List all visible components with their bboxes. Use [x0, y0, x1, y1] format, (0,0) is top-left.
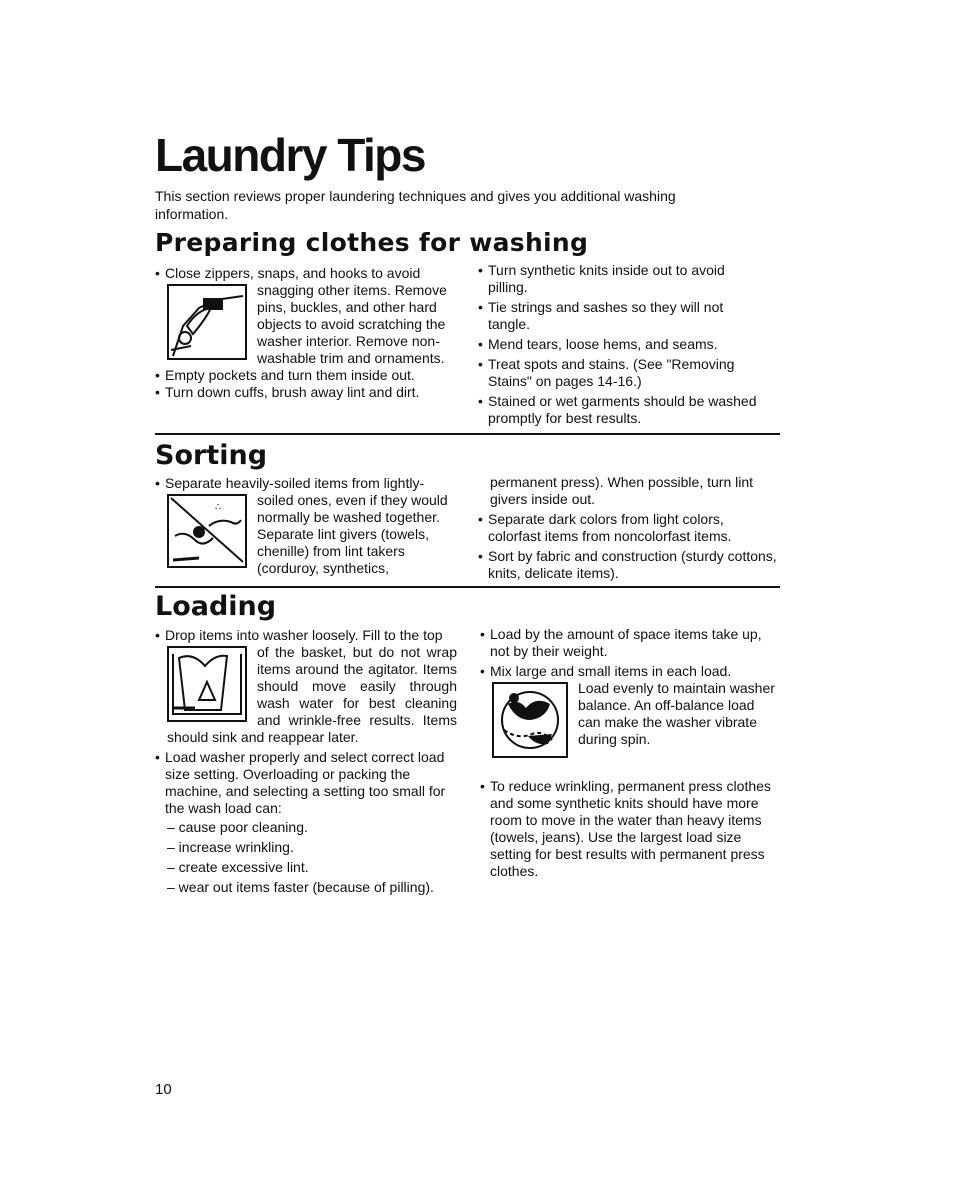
intro-text: This section reviews proper laundering techniques and gives you additional washing information. — [155, 188, 676, 222]
list-item: • Load washer properly and select correct load size setting. Overloading or packing the machine, and selecting a setting too small for the wash load can: — [155, 749, 446, 816]
list-item: • To reduce wrinkling, permanent press clothes and some synthetic knits should have more room to move in the water than heavy items (towels, jeans). Use the largest load size setting for best results with permanent press clothes. — [480, 778, 771, 879]
sorting-illustration — [167, 494, 247, 568]
list-item: • Treat spots and stains. (See "Removing Stains" on pages 14-16.) — [478, 356, 735, 389]
list-item: • Mend tears, loose hems, and seams. — [478, 336, 718, 352]
list-item: • Tie strings and sashes so they will not tangle. — [478, 299, 724, 332]
list-item: • Separate heavily-soiled items from lightly- — [155, 475, 425, 491]
svg-text:∴: ∴ — [215, 502, 222, 513]
list-item: – create excessive lint. — [167, 859, 309, 875]
list-item: • Stained or wet garments should be washed promptly for best results. — [478, 393, 757, 426]
section-divider — [155, 586, 780, 588]
page-number: 10 — [155, 1081, 172, 1098]
section-divider — [155, 433, 780, 435]
list-item: • Turn synthetic knits inside out to avoid pilling. — [478, 262, 725, 295]
loading-left-column: • Drop items into washer loosely. Fill to the top of the basket, but do not wrap items around the agitator. Items should move easily through wash water for best cleaning and wrinkle-free results. Items should sink and reappear later. • Load washer properly and select correct load size setting. Overloading or packing the machine, and selecting a setting too small for the wash load can: – cause poor cleaning. – increase wrinkling. – create excessive lint. – wear out items faster (because of pilling). — [155, 627, 457, 895]
list-item: – cause poor cleaning. — [167, 819, 308, 835]
list-item: • Empty pockets and turn them inside out. — [155, 367, 415, 383]
sorting-left-column: • Separate heavily-soiled items from lightly- ∴ soiled ones, even if they would normally be washed together. Separate lint givers (towels, chenille) from lint takers (corduroy, synthetics, — [155, 475, 450, 577]
list-item: • Turn down cuffs, brush away lint and dirt. — [155, 384, 420, 400]
load-balance-illustration — [492, 682, 568, 758]
list-item: • Separate dark colors from light colors, colorfast items from noncolorfast items. — [478, 511, 732, 544]
list-item: – wear out items faster (because of pilling). — [167, 879, 434, 895]
list-item: • Drop items into washer loosely. Fill to the top — [155, 627, 443, 643]
preparing-right-column — [478, 262, 768, 427]
list-item: • Load by the amount of space items take up, not by their weight. — [480, 626, 762, 659]
sorting-heading: Sorting — [155, 440, 268, 471]
loading-heading: Loading — [155, 591, 277, 622]
zipper-illustration — [167, 284, 247, 360]
list-item: – increase wrinkling. — [167, 839, 294, 855]
list-item: • Close zippers, snaps, and hooks to avoid — [155, 265, 421, 281]
list-item: • Sort by fabric and construction (sturdy cottons, knits, delicate items). — [478, 548, 777, 581]
preparing-heading: Preparing clothes for washing — [155, 228, 589, 257]
page-title: Laundry Tips — [155, 129, 425, 181]
preparing-left-column: • Close zippers, snaps, and hooks to avoid snagging other items. Remove pins, buckles, and other hard objects to avoid scratching the washer interior. Remove non-washable trim and ornaments. • Empty pockets and turn them inside out. • Turn down cuffs, brush away lint and dirt. — [155, 265, 447, 400]
sorting-right-column: permanent press). When possible, turn lint givers inside out. • Separate dark colors from light colors, colorfast items from noncolorfast items. • Sort by fabric and construction (sturdy cottons, knits, delicate items). — [490, 474, 780, 582]
washer-basket-illustration — [167, 646, 247, 722]
list-item: • Mix large and small items in each load. — [480, 663, 732, 679]
loading-right-column: • Load by the amount of space items take up, not by their weight. • Mix large and small items in each load. Load evenly to maintain washer balance. An off-balance load can make the washer vibrate during spin. • To reduce wrinkling, permanent press clothes and some synthetic knits should have more room to move in the water than heavy items (towels, jeans). Use the largest load size setting for best results with permanent press clothes. — [480, 626, 778, 880]
